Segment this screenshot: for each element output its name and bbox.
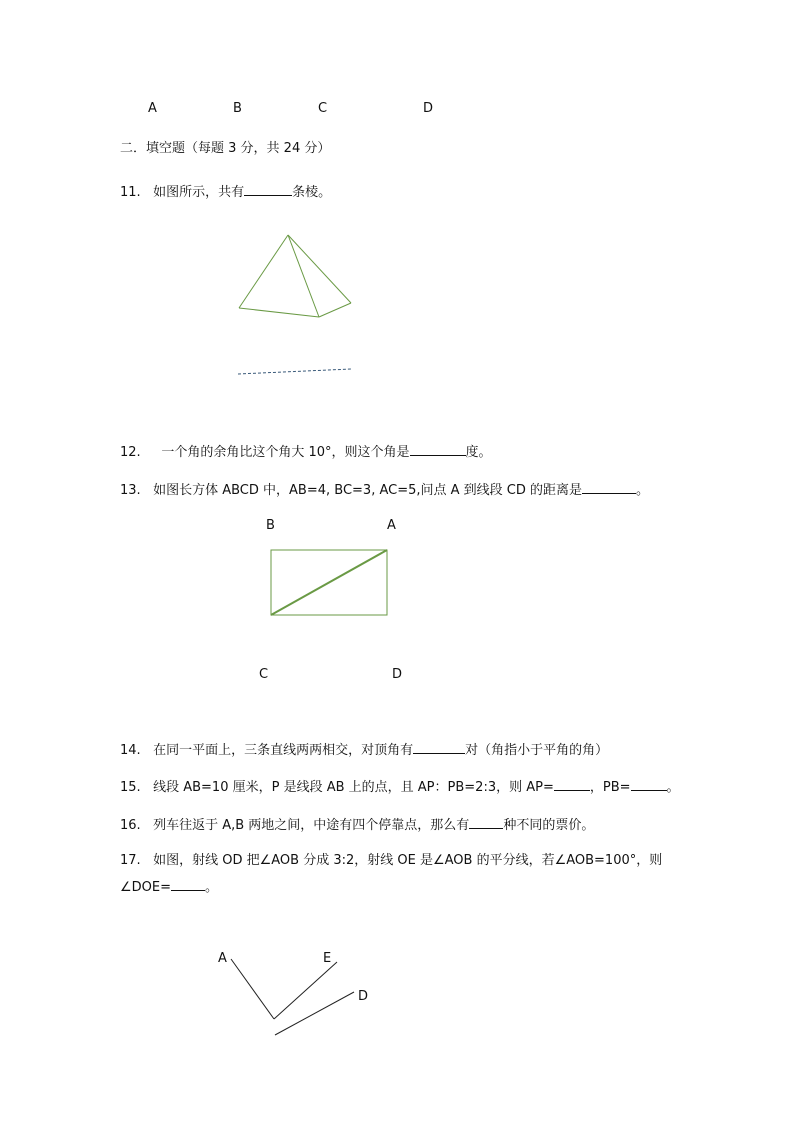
question-17 — [120, 853, 662, 869]
question-number: 13. — [120, 483, 141, 498]
dashed-line — [238, 369, 351, 374]
question-text-end: 种不同的票价。 — [503, 818, 595, 833]
question-number: 14. — [120, 743, 141, 758]
pyramid-edge — [239, 235, 288, 308]
option-b: B — [233, 101, 242, 116]
question-number: 12. — [120, 445, 141, 460]
rectangle-figure — [271, 550, 387, 615]
question-text: 在同一平面上，三条直线两两相交，对顶角有 — [153, 743, 414, 758]
question-text-mid: ，PB= — [589, 780, 631, 795]
question-number: 11. — [120, 185, 141, 200]
answer-blank-ap — [554, 778, 590, 791]
diagonal — [271, 550, 387, 615]
label-a: A — [387, 518, 396, 533]
answer-blank — [410, 443, 466, 456]
question-14 — [120, 741, 608, 759]
option-a: A — [148, 101, 157, 116]
section-title: 二．填空题（每题 3 分，共 24 分） — [120, 141, 331, 156]
answer-blank-pb — [631, 778, 667, 791]
label-a-angle: A — [218, 951, 227, 966]
question-17-line-2 — [120, 878, 218, 896]
question-12 — [120, 443, 492, 461]
label-b: B — [266, 518, 275, 533]
ray-oe — [274, 962, 337, 1019]
label-c: C — [259, 667, 269, 682]
pyramid-edge — [319, 303, 351, 317]
question-16 — [120, 816, 594, 834]
label-d: D — [392, 667, 403, 682]
question-text-end: 。 — [636, 483, 650, 498]
answer-blank — [469, 816, 503, 829]
label-d-angle: D — [358, 989, 369, 1004]
pyramid-figure — [239, 235, 351, 317]
question-text: 如图长方体 ABCD 中，AB=4, BC=3, AC=5,问点 A 到线段 CD 的距离是 — [153, 483, 583, 498]
answer-blank — [582, 481, 636, 494]
angle-figure — [231, 959, 354, 1035]
question-text: 如图所示，共有 — [153, 185, 245, 200]
label-e-angle: E — [323, 951, 332, 966]
question-text: 列车往返于 A,B 两地之间，中途有四个停靠点，那么有 — [153, 818, 470, 833]
option-d: D — [423, 101, 434, 116]
question-text-end: 对（角指小于平角的角） — [465, 743, 609, 758]
ray-oa — [231, 959, 274, 1019]
question-text: 一个角的余角比这个角大 10°，则这个角是 — [161, 445, 410, 460]
question-text: 如图，射线 OD 把∠AOB 分成 3:2，射线 OE 是∠AOB 的平分线，若∠AOB=100°，则 — [153, 853, 663, 868]
pyramid-edge — [239, 308, 319, 317]
pyramid-edge — [288, 235, 319, 317]
pyramid-edge — [288, 235, 351, 303]
question-text: 线段 AB=10 厘米，P 是线段 AB 上的点，且 AP：PB=2:3，则 AP= — [153, 780, 554, 795]
question-15 — [120, 778, 680, 796]
question-number: 17. — [120, 853, 141, 868]
question-13 — [120, 481, 649, 499]
question-text-end: 度。 — [465, 445, 492, 460]
question-number: 15. — [120, 780, 141, 795]
question-text-end: 。 — [666, 780, 680, 795]
question-text-end: 。 — [205, 880, 219, 895]
answer-blank — [413, 741, 465, 754]
answer-blank — [171, 878, 205, 891]
question-number: 16. — [120, 818, 141, 833]
ray-od — [275, 992, 354, 1035]
question-text-end: 条棱。 — [292, 185, 332, 200]
option-c: C — [318, 101, 328, 116]
question-text: ∠DOE= — [120, 880, 172, 895]
